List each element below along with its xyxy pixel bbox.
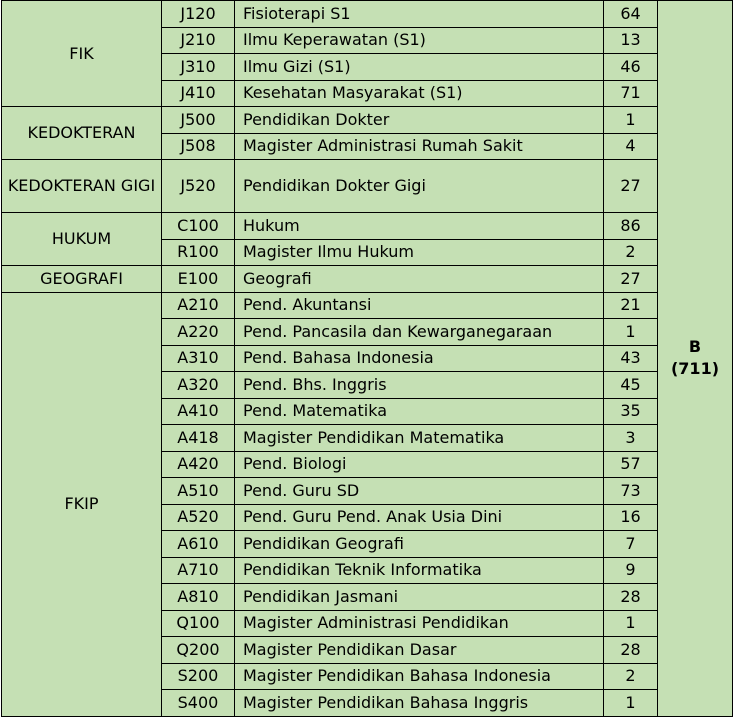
- program-name: Magister Administrasi Rumah Sakit: [235, 133, 604, 160]
- program-count: 1: [604, 610, 658, 637]
- program-name: Magister Pendidikan Dasar: [235, 637, 604, 664]
- group-total: (711): [670, 359, 720, 379]
- program-name: Pendidikan Geografi: [235, 531, 604, 558]
- program-code: J210: [162, 27, 235, 54]
- table-body: [2, 1, 733, 717]
- program-count: 46: [604, 54, 658, 81]
- program-code: A420: [162, 451, 235, 478]
- program-count: 57: [604, 451, 658, 478]
- program-code: A220: [162, 319, 235, 346]
- program-name: Pend. Biologi: [235, 451, 604, 478]
- table-row: [2, 107, 733, 134]
- program-count: 86: [604, 213, 658, 240]
- program-name: Magister Pendidikan Matematika: [235, 425, 604, 452]
- program-name: Pend. Akuntansi: [235, 292, 604, 319]
- program-code: S400: [162, 690, 235, 717]
- program-code: A520: [162, 504, 235, 531]
- program-name: Pendidikan Teknik Informatika: [235, 557, 604, 584]
- program-count: 45: [604, 372, 658, 399]
- program-code: Q100: [162, 610, 235, 637]
- program-code: J120: [162, 1, 235, 28]
- table-row: [2, 266, 733, 293]
- faculty-name: KEDOKTERAN: [2, 107, 162, 160]
- group-label: B: [688, 337, 702, 357]
- program-count: 1: [604, 107, 658, 134]
- program-name: Pend. Bahasa Indonesia: [235, 345, 604, 372]
- program-count: 28: [604, 637, 658, 664]
- program-code: J500: [162, 107, 235, 134]
- program-name: Pendidikan Jasmani: [235, 584, 604, 611]
- faculty-name: HUKUM: [2, 213, 162, 266]
- program-name: Pend. Guru SD: [235, 478, 604, 505]
- program-quota-table: [1, 0, 733, 717]
- program-code: A710: [162, 557, 235, 584]
- program-count: 35: [604, 398, 658, 425]
- program-count: 7: [604, 531, 658, 558]
- program-code: J410: [162, 80, 235, 107]
- program-code: A210: [162, 292, 235, 319]
- program-count: 21: [604, 292, 658, 319]
- program-name: Hukum: [235, 213, 604, 240]
- program-code: C100: [162, 213, 235, 240]
- program-code: J508: [162, 133, 235, 160]
- table-row: [2, 1, 733, 28]
- program-name: Pend. Matematika: [235, 398, 604, 425]
- program-count: 28: [604, 584, 658, 611]
- program-code: A418: [162, 425, 235, 452]
- program-code: A610: [162, 531, 235, 558]
- table-row: [2, 292, 733, 319]
- program-count: 2: [604, 239, 658, 266]
- table-row: [2, 160, 733, 213]
- program-name: Magister Pendidikan Bahasa Inggris: [235, 690, 604, 717]
- program-name: Magister Administrasi Pendidikan: [235, 610, 604, 637]
- program-name: Geografi: [235, 266, 604, 293]
- faculty-name: FKIP: [2, 292, 162, 716]
- faculty-name: GEOGRAFI: [2, 266, 162, 293]
- program-code: J520: [162, 160, 235, 213]
- program-name: Pend. Guru Pend. Anak Usia Dini: [235, 504, 604, 531]
- program-name: Magister Ilmu Hukum: [235, 239, 604, 266]
- program-name: Magister Pendidikan Bahasa Indonesia: [235, 663, 604, 690]
- program-code: R100: [162, 239, 235, 266]
- program-code: A320: [162, 372, 235, 399]
- program-name: Pend. Pancasila dan Kewarganegaraan: [235, 319, 604, 346]
- program-count: 3: [604, 425, 658, 452]
- group-cell: [658, 1, 733, 717]
- program-name: Kesehatan Masyarakat (S1): [235, 80, 604, 107]
- program-name: Pendidikan Dokter: [235, 107, 604, 134]
- program-code: A410: [162, 398, 235, 425]
- program-count: 27: [604, 160, 658, 213]
- program-code: E100: [162, 266, 235, 293]
- program-count: 64: [604, 1, 658, 28]
- program-count: 2: [604, 663, 658, 690]
- faculty-name: KEDOKTERAN GIGI: [2, 160, 162, 213]
- program-code: J310: [162, 54, 235, 81]
- program-name: Ilmu Keperawatan (S1): [235, 27, 604, 54]
- program-count: 1: [604, 319, 658, 346]
- program-count: 27: [604, 266, 658, 293]
- program-code: A310: [162, 345, 235, 372]
- program-name: Fisioterapi S1: [235, 1, 604, 28]
- program-count: 13: [604, 27, 658, 54]
- program-code: A510: [162, 478, 235, 505]
- program-count: 4: [604, 133, 658, 160]
- program-count: 71: [604, 80, 658, 107]
- program-count: 16: [604, 504, 658, 531]
- table-row: [2, 213, 733, 240]
- program-name: Ilmu Gizi (S1): [235, 54, 604, 81]
- program-code: S200: [162, 663, 235, 690]
- program-code: A810: [162, 584, 235, 611]
- faculty-name: FIK: [2, 1, 162, 107]
- program-count: 73: [604, 478, 658, 505]
- program-count: 43: [604, 345, 658, 372]
- program-count: 9: [604, 557, 658, 584]
- program-name: Pendidikan Dokter Gigi: [235, 160, 604, 213]
- program-code: Q200: [162, 637, 235, 664]
- program-count: 1: [604, 690, 658, 717]
- program-name: Pend. Bhs. Inggris: [235, 372, 604, 399]
